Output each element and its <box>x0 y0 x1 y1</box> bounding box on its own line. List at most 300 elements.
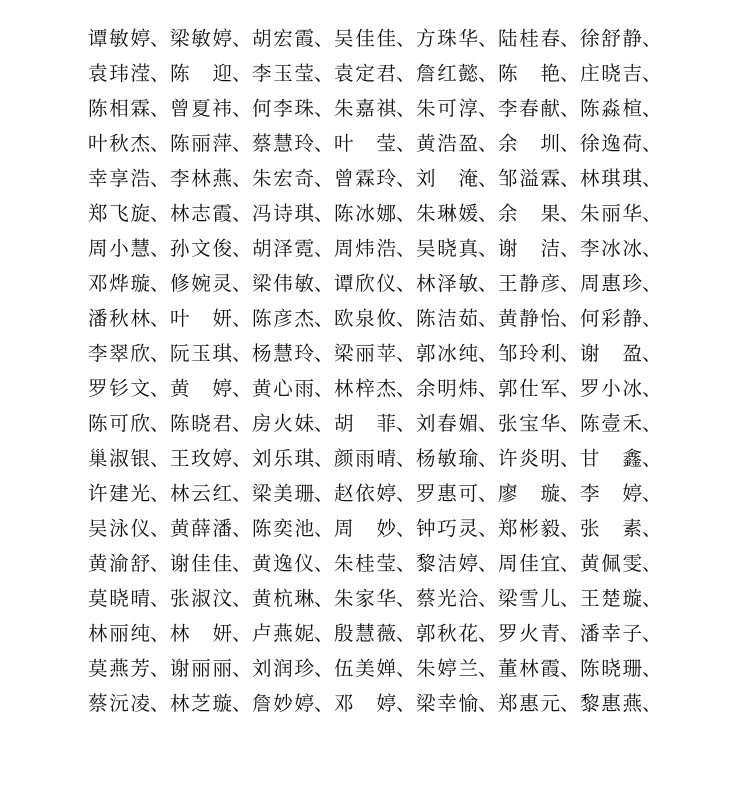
name-entry <box>416 652 498 687</box>
name-row <box>88 582 662 617</box>
name-row <box>88 232 662 267</box>
person-name: 陈晓珊 <box>580 659 642 680</box>
person-name: 陈彦杰 <box>252 309 314 330</box>
person-name: 李林燕 <box>170 169 232 190</box>
name-separator: 、 <box>560 344 580 365</box>
name-separator: 、 <box>232 204 252 225</box>
name-entry <box>416 267 498 302</box>
name-separator: 、 <box>642 624 662 645</box>
person-name: 谢盈 <box>580 344 642 365</box>
name-entry <box>88 477 170 512</box>
name-entry <box>334 407 416 442</box>
person-name: 蔡沅凌 <box>88 694 150 715</box>
name-entry <box>170 302 252 337</box>
name-separator: 、 <box>642 99 662 120</box>
person-name: 潘秋林 <box>88 309 150 330</box>
person-name: 张宝华 <box>498 414 560 435</box>
person-name: 陈相霖 <box>88 99 150 120</box>
person-name: 徐舒静 <box>580 29 642 50</box>
name-separator: 、 <box>560 449 580 470</box>
name-row <box>88 687 662 722</box>
name-separator: 、 <box>642 589 662 610</box>
name-row <box>88 547 662 582</box>
name-separator: 、 <box>478 134 498 155</box>
name-entry <box>170 92 252 127</box>
name-entry <box>88 337 170 372</box>
name-entry <box>498 162 580 197</box>
person-name: 林志霞 <box>170 204 232 225</box>
name-separator: 、 <box>150 29 170 50</box>
person-name: 詹红懿 <box>416 64 478 85</box>
person-name: 李冰冰 <box>580 239 642 260</box>
name-entry <box>170 22 252 57</box>
name-separator: 、 <box>232 414 252 435</box>
name-separator: 、 <box>642 519 662 540</box>
name-separator: 、 <box>232 344 252 365</box>
name-row <box>88 617 662 652</box>
name-separator: 、 <box>232 554 252 575</box>
person-name: 黄静怡 <box>498 309 560 330</box>
name-separator: 、 <box>642 449 662 470</box>
name-separator: 、 <box>150 64 170 85</box>
person-name: 蔡光洽 <box>416 589 478 610</box>
name-entry <box>580 617 662 652</box>
name-separator: 、 <box>560 694 580 715</box>
name-separator: 、 <box>560 519 580 540</box>
name-entry <box>498 372 580 407</box>
name-separator: 、 <box>560 274 580 295</box>
name-separator: 、 <box>150 204 170 225</box>
name-separator: 、 <box>560 484 580 505</box>
person-name: 方珠华 <box>416 29 478 50</box>
name-entry <box>334 232 416 267</box>
person-name: 邓婷 <box>334 694 396 715</box>
name-separator: 、 <box>396 309 416 330</box>
name-separator: 、 <box>150 99 170 120</box>
name-row <box>88 512 662 547</box>
name-separator: 、 <box>478 64 498 85</box>
name-separator: 、 <box>314 589 334 610</box>
name-separator: 、 <box>150 344 170 365</box>
name-entry <box>252 337 334 372</box>
name-separator: 、 <box>478 379 498 400</box>
person-name: 吴晓真 <box>416 239 478 260</box>
person-name: 张素 <box>580 519 642 540</box>
person-name: 郭冰纯 <box>416 344 478 365</box>
person-name: 谢丽丽 <box>170 659 232 680</box>
name-entry <box>334 22 416 57</box>
name-entry <box>498 442 580 477</box>
name-entry <box>88 232 170 267</box>
person-name: 周炜浩 <box>334 239 396 260</box>
person-name: 黄杭琳 <box>252 589 314 610</box>
person-name: 谭敏婷 <box>88 29 150 50</box>
name-entry <box>170 652 252 687</box>
name-entry <box>580 92 662 127</box>
name-row <box>88 127 662 162</box>
name-separator: 、 <box>478 274 498 295</box>
person-name: 胡菲 <box>334 414 396 435</box>
name-separator: 、 <box>314 659 334 680</box>
person-name: 林妍 <box>170 624 232 645</box>
name-entry <box>252 617 334 652</box>
name-entry <box>580 127 662 162</box>
name-entry <box>498 57 580 92</box>
person-name: 梁敏婷 <box>170 29 232 50</box>
name-entry <box>416 687 498 722</box>
name-entry <box>416 617 498 652</box>
name-separator: 、 <box>478 694 498 715</box>
name-entry <box>334 617 416 652</box>
person-name: 修婉灵 <box>170 274 232 295</box>
name-entry <box>580 512 662 547</box>
person-name: 黎洁婷 <box>416 554 478 575</box>
name-separator: 、 <box>642 64 662 85</box>
person-name: 袁定君 <box>334 64 396 85</box>
name-separator: 、 <box>478 204 498 225</box>
name-entry <box>498 477 580 512</box>
name-separator: 、 <box>150 449 170 470</box>
person-name: 梁幸愉 <box>416 694 478 715</box>
name-row <box>88 162 662 197</box>
name-entry <box>88 127 170 162</box>
person-name: 谢佳佳 <box>170 554 232 575</box>
person-name: 黄渝舒 <box>88 554 150 575</box>
name-entry <box>334 337 416 372</box>
name-entry <box>88 687 170 722</box>
name-separator: 、 <box>478 449 498 470</box>
name-separator: 、 <box>642 554 662 575</box>
person-name: 李春献 <box>498 99 560 120</box>
name-entry <box>170 162 252 197</box>
name-entry <box>170 407 252 442</box>
name-entry <box>252 92 334 127</box>
name-separator: 、 <box>560 29 580 50</box>
name-separator: 、 <box>478 624 498 645</box>
name-separator: 、 <box>642 204 662 225</box>
name-row <box>88 442 662 477</box>
name-entry <box>170 372 252 407</box>
person-name: 余圳 <box>498 134 560 155</box>
person-name: 刘春媚 <box>416 414 478 435</box>
person-name: 罗火青 <box>498 624 560 645</box>
person-name: 胡泽霓 <box>252 239 314 260</box>
name-entry <box>416 442 498 477</box>
name-separator: 、 <box>150 134 170 155</box>
name-entry <box>416 302 498 337</box>
person-name: 阮玉琪 <box>170 344 232 365</box>
person-name: 周妙 <box>334 519 396 540</box>
person-name: 余明炜 <box>416 379 478 400</box>
name-separator: 、 <box>314 99 334 120</box>
name-entry <box>498 582 580 617</box>
name-separator: 、 <box>396 519 416 540</box>
person-name: 朱宏奇 <box>252 169 314 190</box>
person-name: 詹妙婷 <box>252 694 314 715</box>
name-entry <box>170 267 252 302</box>
name-entry <box>334 512 416 547</box>
name-entry <box>498 22 580 57</box>
name-separator: 、 <box>560 624 580 645</box>
name-separator: 、 <box>560 169 580 190</box>
person-name: 徐逸荷 <box>580 134 642 155</box>
name-entry <box>498 407 580 442</box>
name-entry <box>334 582 416 617</box>
name-entry <box>498 92 580 127</box>
name-separator: 、 <box>232 519 252 540</box>
person-name: 周惠珍 <box>580 274 642 295</box>
name-separator: 、 <box>396 694 416 715</box>
name-entry <box>170 687 252 722</box>
person-name: 莫燕芳 <box>88 659 150 680</box>
name-entry <box>580 162 662 197</box>
person-name: 朱可淳 <box>416 99 478 120</box>
person-name: 曾夏祎 <box>170 99 232 120</box>
name-row <box>88 22 662 57</box>
person-name: 陈壹禾 <box>580 414 642 435</box>
person-name: 罗钐文 <box>88 379 150 400</box>
name-entry <box>580 582 662 617</box>
name-separator: 、 <box>396 449 416 470</box>
name-separator: 、 <box>478 414 498 435</box>
name-separator: 、 <box>314 554 334 575</box>
person-name: 黄薛潘 <box>170 519 232 540</box>
name-separator: 、 <box>314 484 334 505</box>
name-entry <box>88 582 170 617</box>
name-separator: 、 <box>232 99 252 120</box>
name-entry <box>334 652 416 687</box>
name-separator: 、 <box>150 274 170 295</box>
name-entry <box>334 372 416 407</box>
name-separator: 、 <box>396 169 416 190</box>
name-entry <box>498 547 580 582</box>
name-separator: 、 <box>396 589 416 610</box>
person-name: 刘乐琪 <box>252 449 314 470</box>
person-name: 许建光 <box>88 484 150 505</box>
name-separator: 、 <box>314 344 334 365</box>
name-row <box>88 197 662 232</box>
name-entry <box>88 57 170 92</box>
name-entry <box>170 582 252 617</box>
person-name: 吴泳仪 <box>88 519 150 540</box>
person-name: 谢洁 <box>498 239 560 260</box>
name-separator: 、 <box>314 309 334 330</box>
person-name: 钟巧灵 <box>416 519 478 540</box>
name-entry <box>170 547 252 582</box>
person-name: 邹玲利 <box>498 344 560 365</box>
name-entry <box>88 302 170 337</box>
name-separator: 、 <box>150 554 170 575</box>
person-name: 林云红 <box>170 484 232 505</box>
name-entry <box>252 477 334 512</box>
person-name: 孙文俊 <box>170 239 232 260</box>
name-separator: 、 <box>478 659 498 680</box>
name-entry <box>170 617 252 652</box>
person-name: 陈丽萍 <box>170 134 232 155</box>
name-separator: 、 <box>150 414 170 435</box>
name-separator: 、 <box>150 589 170 610</box>
name-separator: 、 <box>478 344 498 365</box>
name-entry <box>416 232 498 267</box>
person-name: 余果 <box>498 204 560 225</box>
person-name: 陈淼楦 <box>580 99 642 120</box>
name-separator: 、 <box>314 379 334 400</box>
name-separator: 、 <box>396 64 416 85</box>
person-name: 黄婷 <box>170 379 232 400</box>
name-separator: 、 <box>314 204 334 225</box>
name-row <box>88 92 662 127</box>
person-name: 叶妍 <box>170 309 232 330</box>
person-name: 梁伟敏 <box>252 274 314 295</box>
name-separator: 、 <box>150 239 170 260</box>
name-entry <box>580 267 662 302</box>
name-entry <box>252 687 334 722</box>
person-name: 黎惠燕 <box>580 694 642 715</box>
name-separator: 、 <box>396 379 416 400</box>
name-entry <box>416 372 498 407</box>
name-separator: 、 <box>232 449 252 470</box>
person-name: 李翠欣 <box>88 344 150 365</box>
person-name: 郑飞旋 <box>88 204 150 225</box>
person-name: 何彩静 <box>580 309 642 330</box>
name-entry <box>498 617 580 652</box>
name-row <box>88 372 662 407</box>
name-entry <box>580 442 662 477</box>
name-entry <box>88 197 170 232</box>
name-entry <box>252 302 334 337</box>
person-name: 林梓杰 <box>334 379 396 400</box>
name-separator: 、 <box>396 414 416 435</box>
name-entry <box>170 127 252 162</box>
name-entry <box>170 57 252 92</box>
person-name: 甘鑫 <box>580 449 642 470</box>
name-separator: 、 <box>642 169 662 190</box>
name-entry <box>252 162 334 197</box>
name-separator: 、 <box>232 694 252 715</box>
name-separator: 、 <box>560 99 580 120</box>
name-separator: 、 <box>560 554 580 575</box>
name-separator: 、 <box>314 29 334 50</box>
name-separator: 、 <box>232 29 252 50</box>
name-separator: 、 <box>642 309 662 330</box>
name-entry <box>88 547 170 582</box>
name-separator: 、 <box>314 169 334 190</box>
person-name: 廖璇 <box>498 484 560 505</box>
name-row <box>88 267 662 302</box>
name-separator: 、 <box>396 344 416 365</box>
name-entry <box>416 337 498 372</box>
person-name: 袁玮滢 <box>88 64 150 85</box>
name-separator: 、 <box>478 589 498 610</box>
name-entry <box>580 302 662 337</box>
name-entry <box>498 337 580 372</box>
name-entry <box>252 197 334 232</box>
person-name: 梁美珊 <box>252 484 314 505</box>
person-name: 李玉莹 <box>252 64 314 85</box>
name-entry <box>88 512 170 547</box>
person-name: 庄晓吉 <box>580 64 642 85</box>
person-name: 陈迎 <box>170 64 232 85</box>
person-name: 谭欣仪 <box>334 274 396 295</box>
person-name: 欧泉攸 <box>334 309 396 330</box>
person-name: 房火妹 <box>252 414 314 435</box>
name-separator: 、 <box>314 449 334 470</box>
name-row <box>88 477 662 512</box>
name-separator: 、 <box>560 589 580 610</box>
name-entry <box>416 512 498 547</box>
name-separator: 、 <box>642 694 662 715</box>
name-separator: 、 <box>314 414 334 435</box>
name-separator: 、 <box>314 134 334 155</box>
name-entry <box>334 127 416 162</box>
name-separator: 、 <box>150 694 170 715</box>
name-entry <box>580 407 662 442</box>
name-entry <box>252 547 334 582</box>
name-entry <box>334 302 416 337</box>
name-entry <box>416 547 498 582</box>
name-separator: 、 <box>396 484 416 505</box>
person-name: 郑彬毅 <box>498 519 560 540</box>
name-separator: 、 <box>560 134 580 155</box>
name-row <box>88 652 662 687</box>
person-name: 莫晓晴 <box>88 589 150 610</box>
person-name: 杨敏瑜 <box>416 449 478 470</box>
name-entry <box>334 197 416 232</box>
name-entry <box>416 197 498 232</box>
name-separator: 、 <box>232 624 252 645</box>
name-entry <box>498 652 580 687</box>
name-separator: 、 <box>150 519 170 540</box>
name-separator: 、 <box>642 29 662 50</box>
name-separator: 、 <box>396 134 416 155</box>
name-separator: 、 <box>396 239 416 260</box>
name-entry <box>88 267 170 302</box>
person-name: 陈奕池 <box>252 519 314 540</box>
person-name: 黄浩盈 <box>416 134 478 155</box>
name-separator: 、 <box>314 239 334 260</box>
name-entry <box>580 57 662 92</box>
name-separator: 、 <box>642 484 662 505</box>
name-separator: 、 <box>642 344 662 365</box>
name-entry <box>88 442 170 477</box>
person-name: 黄逸仪 <box>252 554 314 575</box>
person-name: 朱嘉祺 <box>334 99 396 120</box>
name-entry <box>252 652 334 687</box>
name-entry <box>334 477 416 512</box>
name-entry <box>498 127 580 162</box>
person-name: 梁雪儿 <box>498 589 560 610</box>
name-entry <box>252 582 334 617</box>
name-separator: 、 <box>232 659 252 680</box>
name-separator: 、 <box>478 519 498 540</box>
name-entry <box>498 687 580 722</box>
person-name: 叶秋杰 <box>88 134 150 155</box>
name-separator: 、 <box>150 309 170 330</box>
name-separator: 、 <box>560 64 580 85</box>
name-separator: 、 <box>560 659 580 680</box>
name-separator: 、 <box>232 379 252 400</box>
name-entry <box>580 337 662 372</box>
name-entry <box>170 442 252 477</box>
person-name: 郭仕军 <box>498 379 560 400</box>
name-entry <box>88 162 170 197</box>
person-name: 李婷 <box>580 484 642 505</box>
name-separator: 、 <box>232 589 252 610</box>
name-separator: 、 <box>232 64 252 85</box>
name-entry <box>580 197 662 232</box>
person-name: 王玫婷 <box>170 449 232 470</box>
name-separator: 、 <box>478 29 498 50</box>
